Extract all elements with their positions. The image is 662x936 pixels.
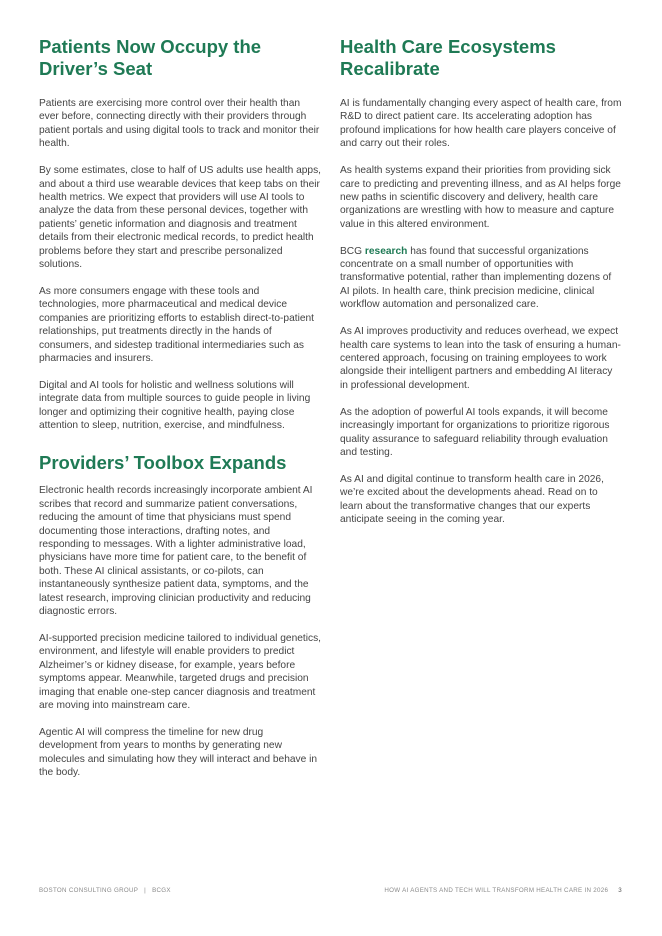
- right-column: [340, 36, 622, 540]
- paragraph-with-link: [340, 245, 622, 312]
- paragraph: As AI improves productivity and reduces overhead, we expect health care systems to lean into the task of ensuring a human-centered approach, focusing on training employees to work alongside their intelligent partners and embedding AI literacy in professional development.: [340, 326, 621, 391]
- paragraph: AI is fundamentally changing every aspect of health care, from R&D to direct patient care. Its accelerating adoption has profound implications for how health care players conceive of and carry out their roles.: [340, 98, 622, 150]
- footer-left: [39, 887, 171, 894]
- paragraph: As the adoption of powerful AI tools expands, it will become increasingly important for organizations to prioritize rigorous quality assurance to safeguard reliability through evaluation and testing.: [340, 406, 610, 458]
- paragraph: As health systems expand their priorities from providing sick care to predicting and preventing illness, and as AI helps forge new paths in scientific discovery and delivery, health care organizations are wrestling with how to measure and capture value in this altered environment.: [340, 165, 621, 230]
- paragraph: By some estimates, close to half of US adults use health apps, and about a third use wearable devices that keep tabs on their health metrics. We expect that providers will use AI tools to analyze the data from these personal devices, together with patients’ genetic information and diagnosis and treatment details from their electronic medical records, to predict health problems before they start and prescribe personalized solutions.: [39, 165, 322, 270]
- paragraph: Digital and AI tools for holistic and wellness solutions will integrate data from multiple sources to guide people in living longer and optimizing their cognitive health, paying close attention to sleep, nutrition, exercise, and mindfulness.: [39, 379, 311, 432]
- heading-patients-drivers-seat: Patients Now Occupy the Driver’s Seat: [39, 36, 262, 79]
- paragraph: AI-supported precision medicine tailored to individual genetics, environment, and lifestyle will enable providers to predict Alzheimer’s or kidney disease, for example, years before symptoms appear. Meanwhile, targeted drugs and precision imaging that enable one-step cancer diagnosis and treatment are moving into mainstream care.: [39, 633, 322, 712]
- paragraph: Agentic AI will compress the timeline for new drug development from years to months by generating new molecules and simulating how they will interact and behave in the body.: [39, 726, 318, 779]
- left-column: [39, 36, 321, 793]
- footer-doc-title: HOW AI AGENTS AND TECH WILL TRANSFORM HEALTH CARE IN 2026: [384, 887, 609, 894]
- footer-brand: BCGX: [152, 887, 171, 894]
- footer-separator: |: [144, 887, 147, 894]
- heading-ecosystems-recalibrate: Health Care Ecosystems Recalibrate: [340, 36, 556, 79]
- page-number: 3: [618, 887, 622, 894]
- paragraph: As AI and digital continue to transform health care in 2026, we’re excited about the developments ahead. Read on to learn about the transformative changes that our experts anticipate seeing in the coming year.: [340, 473, 604, 526]
- paragraph: As more consumers engage with these tools and technologies, more pharmaceutical and medical device companies are prioritizing efforts to establish direct-to-patient relationships, put treatments directly in the hands of consumers, and sidestep traditional intermediaries such as pharmacies and insurers.: [39, 285, 315, 364]
- paragraph: Electronic health records increasingly incorporate ambient AI scribes that record and summarize patient conversations, reducing the amount of time that physicians must spend documenting those interactions, drafting notes, and responding to messages. With a lighter administrative load, physicians have more time for patient care, to the benefit of both. These AI clinical assistants, or co-pilots, can instantaneously synthesize patient data, symptoms, and the latest research, improving clinician productivity and reducing diagnostic errors.: [39, 485, 313, 618]
- paragraph: Patients are exercising more control over their health than ever before, connecting directly with their providers through patient portals and using digital tools to track and monitor their health.: [39, 98, 320, 150]
- research-link[interactable]: research: [364, 245, 408, 257]
- footer-company: BOSTON CONSULTING GROUP: [39, 887, 139, 894]
- text: has found that successful organizations concentrate on a small number of opportunities with transformative potential, rather than implementing dozens of AI pilots. In health care, think precision medicine, clinical workflow automation and personalized care.: [340, 245, 612, 311]
- footer-right: [384, 887, 622, 894]
- text: BCG: [340, 245, 365, 257]
- heading-providers-toolbox: Providers’ Toolbox Expands: [39, 452, 287, 474]
